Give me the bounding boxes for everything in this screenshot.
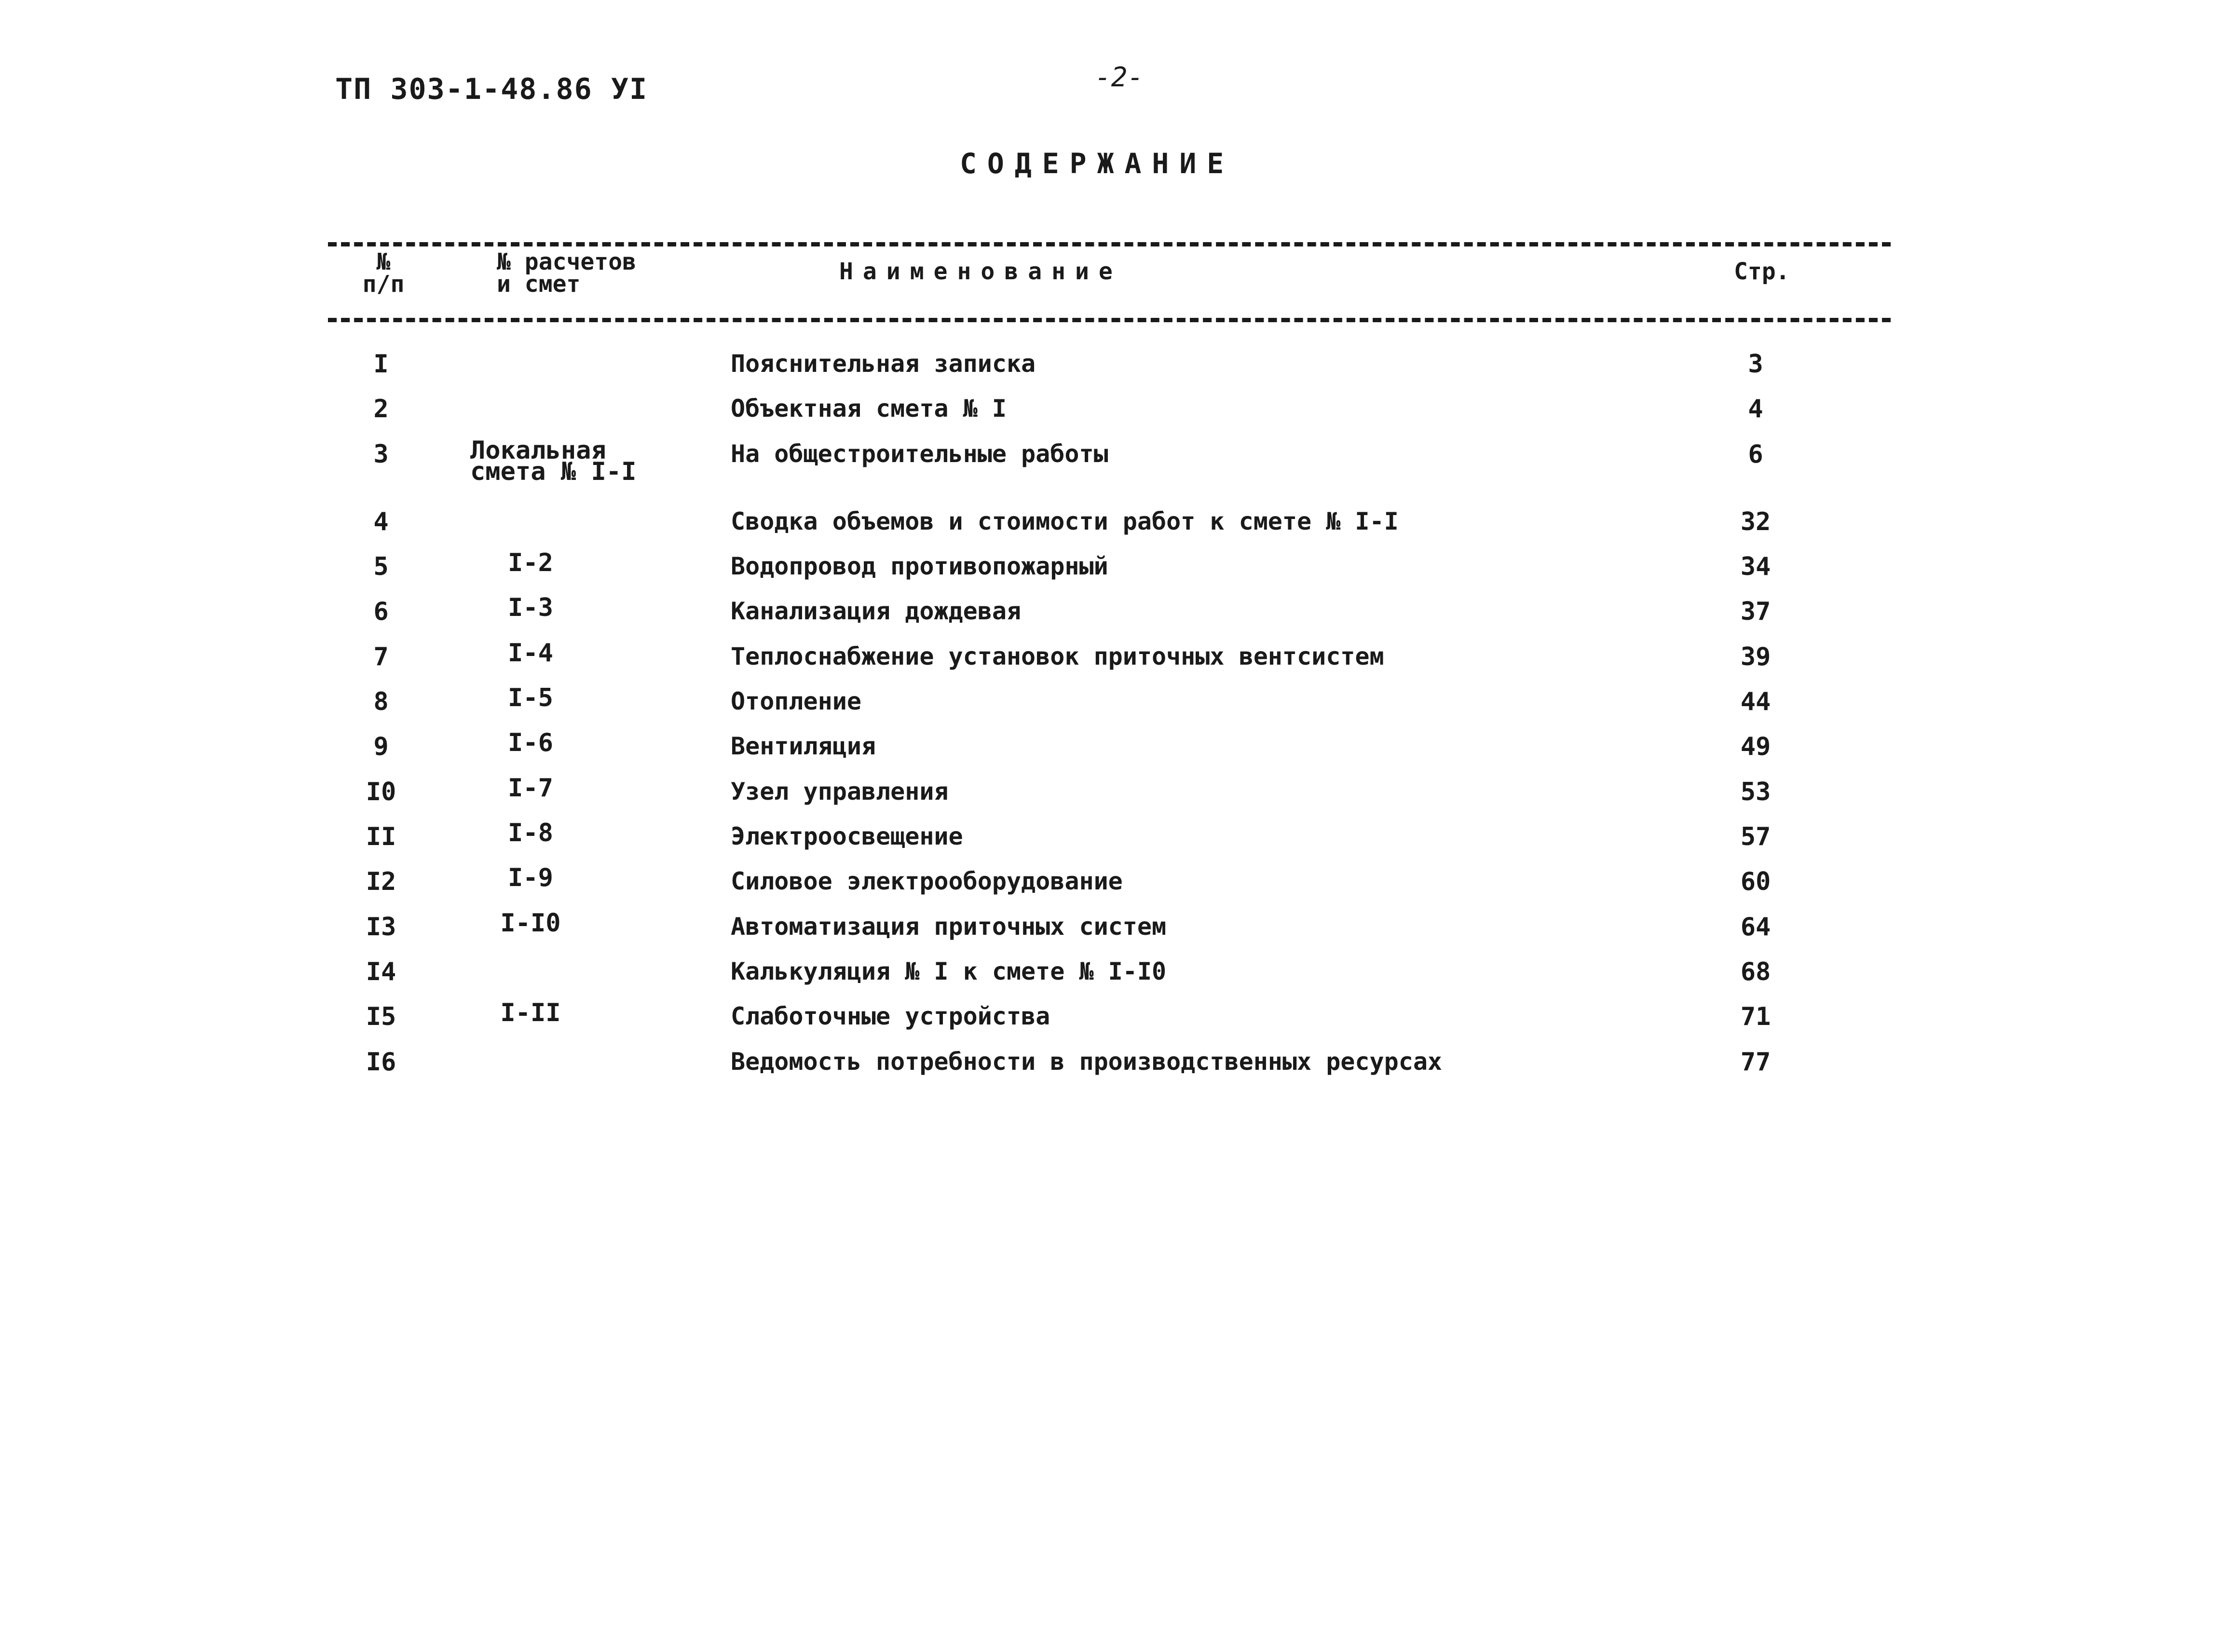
row-page: 71 [1740, 1002, 1771, 1031]
table-row [0, 909, 2222, 956]
row-title: Узел управления [731, 778, 949, 806]
row-page: 49 [1740, 732, 1771, 761]
row-page: 68 [1740, 957, 1771, 986]
row-page: 44 [1740, 687, 1771, 716]
row-calc-number: I-7 [508, 774, 553, 803]
row-number: 9 [373, 732, 389, 761]
row-number: 5 [373, 552, 389, 581]
row-number: I4 [366, 957, 396, 986]
table-row [0, 774, 2222, 821]
row-number: I2 [366, 867, 396, 896]
row-title: Слаботочные устройства [731, 1002, 1050, 1030]
column-header-calc [497, 248, 670, 298]
row-calc-number: I-9 [508, 863, 553, 892]
row-page: 53 [1740, 778, 1771, 806]
row-title: Калькуляция № I к смете № I-I0 [731, 957, 1167, 985]
row-calc-number: I-4 [508, 639, 553, 668]
row-number: II [366, 822, 396, 851]
column-header-page: Стр. [1734, 258, 1790, 285]
table-row [0, 819, 2222, 866]
table-row [0, 683, 2222, 731]
row-title: Вентиляция [731, 732, 876, 760]
row-calc-number: Локальная смета № I-I [470, 436, 637, 486]
row-number: I [373, 350, 389, 379]
table-row [0, 998, 2222, 1046]
page-number: -2- [1095, 62, 1144, 93]
row-title: Водопровод противопожарный [731, 552, 1108, 580]
table-row [0, 593, 2222, 641]
toc-title: СОДЕРЖАНИЕ [960, 147, 1235, 180]
row-number: I0 [366, 778, 396, 806]
row-number: 4 [373, 507, 389, 536]
header-top-rule [328, 242, 1891, 246]
table-row [0, 395, 2222, 438]
row-title: Объектная смета № I [731, 395, 1007, 423]
row-calc-number: I-I0 [500, 909, 561, 938]
row-title: Силовое электрооборудование [731, 867, 1123, 895]
table-row [0, 350, 2222, 393]
row-number: 2 [373, 395, 389, 423]
table-row [0, 957, 2222, 1001]
table-row [0, 507, 2222, 551]
row-title: Канализация дождевая [731, 597, 1022, 625]
table-row [0, 863, 2222, 911]
row-page: 32 [1740, 507, 1771, 536]
row-number: I6 [366, 1048, 396, 1077]
row-number: 7 [373, 642, 389, 671]
row-calc-number: I-2 [508, 548, 553, 577]
row-calc-number: I-3 [508, 593, 553, 622]
row-calc-number: I-6 [508, 728, 553, 757]
row-title: Теплоснабжение установок приточных вентсистем [731, 642, 1384, 670]
row-title: Электроосвещение [731, 822, 963, 850]
row-title: Сводка объемов и стоимости работ к смете № I-I [731, 507, 1399, 535]
row-page: 64 [1740, 913, 1771, 942]
row-title: Пояснительная записка [731, 350, 1036, 378]
column-header-calc-text: № расчетов и смет [497, 248, 636, 298]
row-calc-number: I-5 [508, 683, 553, 712]
table-row [0, 639, 2222, 686]
table-row [0, 548, 2222, 596]
row-page: 60 [1740, 867, 1771, 896]
table-row [0, 436, 2222, 486]
row-page: 34 [1740, 552, 1771, 581]
row-page: 3 [1748, 350, 1763, 379]
table-row [0, 1048, 2222, 1091]
row-page: 37 [1740, 597, 1771, 626]
header-bottom-rule [328, 318, 1891, 322]
column-header-num-text: № п/п [362, 248, 405, 298]
row-title: Ведомость потребности в производственных ресурсах [731, 1048, 1443, 1076]
row-page: 6 [1748, 440, 1763, 469]
row-number: I5 [366, 1002, 396, 1031]
row-calc-number: I-II [500, 998, 561, 1027]
column-header-name: Наименование [839, 258, 1122, 285]
document-code: ТП 303-1-48.86 УI [335, 72, 648, 106]
row-page: 4 [1748, 395, 1763, 423]
row-page: 77 [1740, 1048, 1771, 1077]
row-number: 8 [373, 687, 389, 716]
row-number: 3 [373, 440, 389, 469]
row-page: 39 [1740, 642, 1771, 671]
row-page: 57 [1740, 822, 1771, 851]
row-title: Автоматизация приточных систем [731, 913, 1167, 941]
row-title: На общестроительные работы [731, 440, 1108, 468]
table-row [0, 728, 2222, 776]
column-header-num [359, 248, 408, 298]
row-number: 6 [373, 597, 389, 626]
row-number: I3 [366, 913, 396, 942]
row-title: Отопление [731, 687, 861, 715]
row-calc-number: I-8 [508, 819, 553, 847]
